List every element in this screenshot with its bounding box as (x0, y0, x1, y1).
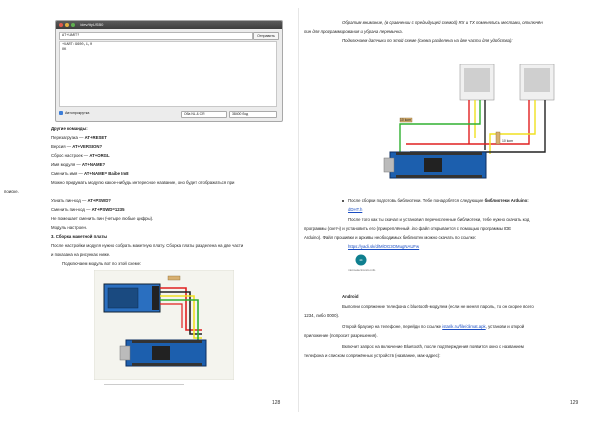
heading-android: Android (342, 294, 359, 299)
paragraph-line: После настройки модуля нужно собрать макетную плату. Сборка платы разделена на две части (51, 243, 244, 248)
svg-text:∞: ∞ (359, 258, 363, 264)
baud-select[interactable]: 38400 бод (229, 111, 277, 118)
bluetooth-module-chip (108, 288, 138, 308)
serial-monitor-title: /dev/ttyUSB0 (80, 22, 104, 27)
paragraph-line: Открой браузер на телефоне, перейди по ссылке istarik.ru/file/climat.apk, установи и открой (342, 324, 525, 329)
wiring-diagram-bluetooth (94, 270, 234, 380)
paragraph-line: Можно придумать модулю какое-нибудь интересное название, оно будет отображаться при (51, 180, 235, 185)
sensor-2-leg-yellow (490, 100, 535, 154)
paragraph-line: телефона и списком сопряжённых устройств (название, мак-адрес): (304, 353, 441, 358)
paragraph-line: программы (скетч) и установить его (прикреплённый .ino файл открывается с помощью программы IDE (304, 226, 512, 231)
page-number: 128 (272, 400, 281, 406)
serial-output-line: +UART:9600,1,0 (62, 43, 93, 47)
bluetooth-module-header (152, 286, 159, 310)
command-line: Сброс настроек — AT+ORGL (51, 153, 110, 158)
paragraph-line: Модуль настроен. (51, 225, 88, 230)
arduino-pin-header-bottom (396, 175, 482, 178)
close-icon[interactable] (59, 23, 63, 27)
paragraph-line: пин для программирования и убрана перемычка. (304, 29, 403, 34)
arduino-chip (152, 346, 170, 360)
arduino-pin-header-top (132, 340, 202, 343)
command-line: Узнать пин-код — AT+PSWD? (51, 198, 111, 203)
autoscroll-label: Автопрокрутка (65, 111, 90, 115)
left-page (4, 8, 294, 412)
serial-output (59, 41, 277, 107)
paragraph-line: 1234, либо 0000). (304, 313, 340, 318)
apk-link[interactable]: istarik.ru/file/climat.apk (442, 324, 486, 329)
paragraph-line: Выполни сопряжение телефона с bluetooth-модулем (если не менял пароль, то он скорее всего (342, 304, 534, 309)
serial-monitor-footer (59, 110, 279, 117)
serial-output-line: OK (62, 47, 67, 52)
send-button[interactable]: Отправить (253, 32, 279, 40)
resistor-label: 10 kom (400, 118, 412, 122)
maximize-icon[interactable] (71, 23, 75, 27)
paragraph-line: Обратим внимание, (в сравнении с предыдущей схемой) RX и TX поменялись местами, отключён (342, 20, 543, 25)
command-line: Перезагрузка — AT+RESET (51, 135, 107, 140)
command-line: Сменить пин-код — AT+PSWD=1235 (51, 207, 125, 212)
serial-input[interactable]: AT+UART? (59, 32, 253, 40)
arduino-usb-port (120, 346, 130, 360)
download-link[interactable]: https://yadi.sk/d/MlOG3OMugNAUFw (348, 244, 420, 249)
page-number: 129 (570, 400, 579, 406)
paragraph-line: Подключаем модуль вот по этой схеме: (62, 261, 142, 266)
serial-monitor-window (55, 20, 283, 122)
autoscroll-checkbox[interactable] (59, 111, 63, 115)
arduino-pin-header-bottom (132, 363, 202, 366)
page-gutter (298, 8, 299, 412)
resistor-label: 10 kom (502, 139, 514, 143)
paragraph-line: После того как ты скачал и установил перечисленные библиотеки, тебе нужно скачать код (348, 217, 530, 222)
bullet-item: После сборки подготовь библиотеки. Тебе понадобятся следующие библиотеки Arduino: (342, 198, 529, 203)
line-ending-select[interactable]: Оба NL & CR (181, 111, 227, 118)
serial-monitor-titlebar (56, 21, 282, 29)
library-link[interactable]: dDHT.h (348, 207, 363, 212)
right-page (304, 8, 594, 412)
paragraph-line: Включит запрос на включение Bluetooth, после подтверждения появится окно с названием (342, 344, 524, 349)
arduino-pin-header-top (396, 152, 482, 155)
sensor-2-leg-red (406, 100, 529, 144)
command-line: Версия — AT+VERSION? (51, 144, 103, 149)
command-line: Имя модуля — AT+NAME? (51, 162, 106, 167)
bullet-icon (342, 200, 344, 202)
arduino-usb-port (384, 158, 394, 172)
heading-assembly: 3. Сборка макетной платы (51, 234, 108, 239)
paragraph-line: поиске. (4, 189, 19, 194)
footnote-rule (104, 384, 184, 385)
minimize-icon[interactable] (65, 23, 69, 27)
paragraph-line: Не помешает сменить пин (четыре любые цифры). (51, 216, 154, 221)
paragraph-line: приложение (попросит разрешения). (304, 333, 378, 338)
paragraph-line: Подключаем датчики по этой схеме (схема разделена на две части для удобства): (342, 38, 513, 43)
paragraph-line: Arduino). Файл прошивки и архивы необходимых библиотек можно скачать по ссылке: (304, 235, 477, 240)
wiring-diagram-sensors (370, 64, 570, 184)
logo-caption: microelectronics.info (348, 268, 376, 272)
microelectronics-logo-icon (352, 254, 370, 266)
resistor-2 (496, 132, 500, 144)
paragraph-line: и показана на рисунках ниже. (51, 252, 111, 257)
wire-green (400, 100, 480, 156)
resistor (168, 276, 180, 280)
arduino-chip (424, 158, 442, 172)
command-line: Сменить имя — AT+NAME= Baibe Im8 (51, 171, 129, 176)
heading-other-commands: Другие команды: (51, 126, 88, 131)
